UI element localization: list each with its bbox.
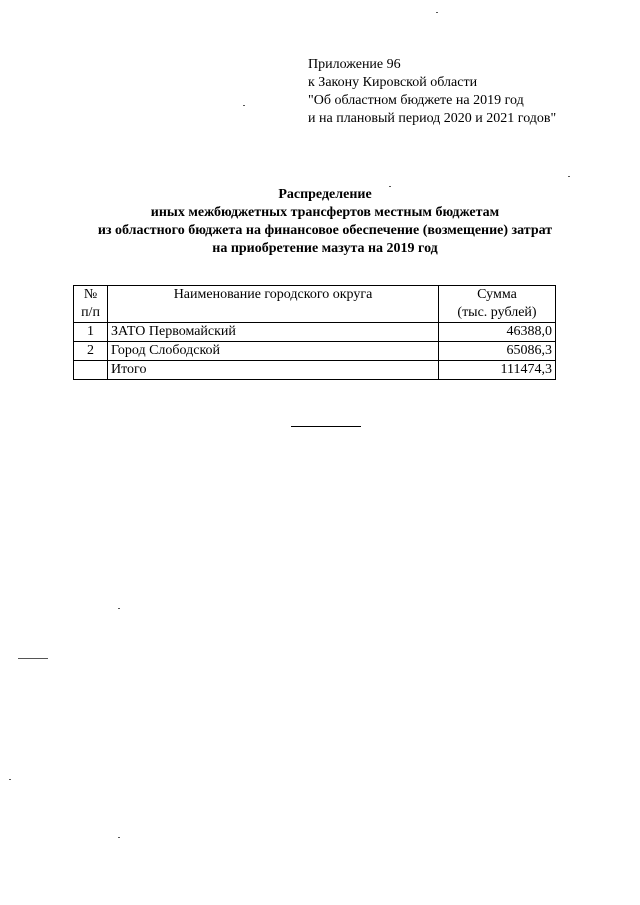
- closing-rule: [291, 426, 361, 427]
- allocation-table: [73, 285, 556, 380]
- scan-speck: [18, 658, 48, 659]
- scan-speck: [389, 186, 391, 187]
- document-title: [60, 186, 590, 258]
- scan-speck: [243, 105, 245, 106]
- header-sum-label: Сумма: [477, 287, 517, 302]
- table-header-row: [74, 286, 556, 323]
- header-number: [74, 286, 108, 323]
- header-sum: [439, 286, 556, 323]
- row-name: ЗАТО Первомайский: [108, 323, 439, 342]
- scan-speck: [436, 12, 438, 13]
- row-sum: 65086,3: [439, 342, 556, 361]
- row-name: Город Слободской: [108, 342, 439, 361]
- table-row: [74, 323, 556, 342]
- title-line-1: Распределение: [278, 187, 372, 202]
- header-number-symbol: №: [83, 287, 98, 302]
- table-row: [74, 342, 556, 361]
- header-number-abbr: п/п: [81, 305, 100, 320]
- title-line-3: из областного бюджета на финансовое обеспечение (возмещение) затрат: [97, 223, 553, 238]
- row-number: 2: [74, 342, 108, 361]
- total-number: [74, 361, 108, 380]
- appendix-law-title: "Об областном бюджете на 2019 год: [308, 93, 524, 108]
- scan-speck: [118, 837, 120, 838]
- header-name: Наименование городского округа: [108, 286, 439, 323]
- total-label: Итого: [108, 361, 439, 380]
- row-sum: 46388,0: [439, 323, 556, 342]
- header-sum-unit: (тыс. рублей): [457, 305, 537, 320]
- table-total-row: [74, 361, 556, 380]
- appendix-law: к Закону Кировской области: [308, 75, 478, 90]
- scan-speck: [9, 779, 11, 780]
- title-line-2: иных межбюджетных трансфертов местным бюджетам: [150, 205, 500, 220]
- title-line-4: на приобретение мазута на 2019 год: [212, 241, 438, 256]
- appendix-reference: [308, 56, 556, 128]
- total-sum: 111474,3: [439, 361, 556, 380]
- appendix-law-period: и на плановый период 2020 и 2021 годов": [308, 111, 557, 126]
- scan-speck: [118, 608, 120, 609]
- appendix-number: Приложение 96: [308, 57, 401, 72]
- scan-speck: [568, 176, 570, 177]
- row-number: 1: [74, 323, 108, 342]
